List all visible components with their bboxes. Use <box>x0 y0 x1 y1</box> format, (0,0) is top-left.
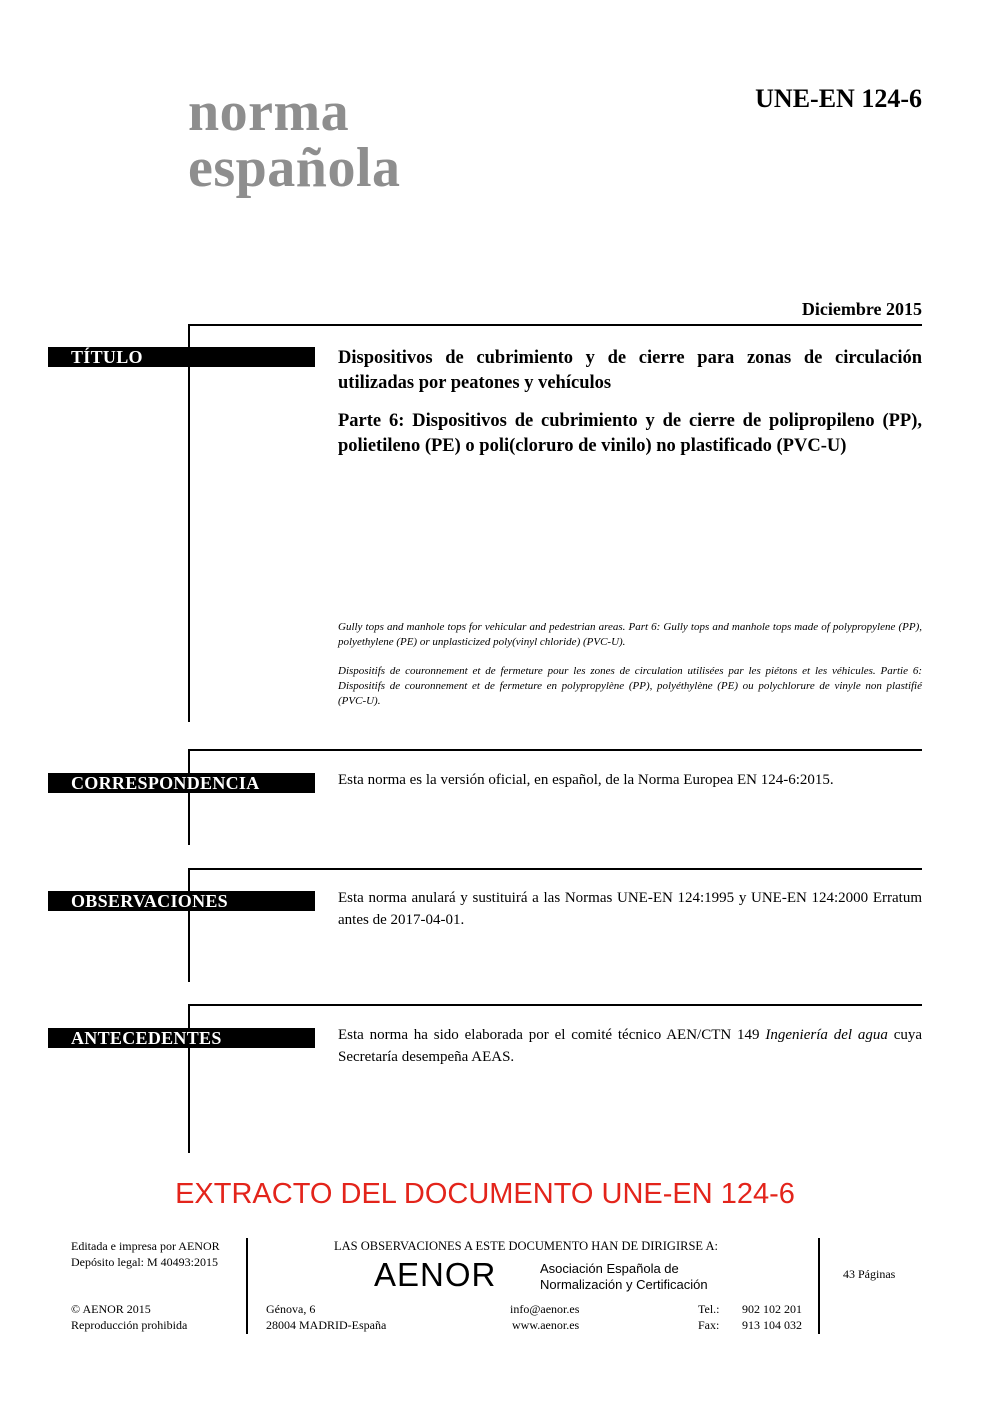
section-vertical-rule <box>188 749 190 845</box>
brand-line-2: española <box>188 137 401 199</box>
translated-titles <box>338 620 922 723</box>
antecedentes-text-start: Esta norma ha sido elaborada por el comité técnico AEN/CTN 149 <box>338 1027 766 1043</box>
legal-deposit: Depósito legal: M 40493:2015 <box>71 1255 218 1269</box>
correspondencia-text: Esta norma es la versión oficial, en español, de la Norma Europea EN 124-6:2015. <box>338 772 834 788</box>
tel-label: Tel.: <box>698 1302 720 1316</box>
publication-date: Diciembre 2015 <box>801 299 922 319</box>
address-street: Génova, 6 <box>266 1302 316 1316</box>
section-divider <box>188 1004 922 1006</box>
observaciones-text: Esta norma anulará y sustituirá a las Normas UNE-EN 124:1995 y UNE-EN 124:2000 Erratum antes de 2017-04-01. <box>338 890 922 928</box>
section-divider <box>188 324 922 326</box>
address-city: 28004 MADRID-España <box>266 1318 387 1332</box>
observations-header: LAS OBSERVACIONES A ESTE DOCUMENTO HAN DE DIRIGIRSE A: <box>334 1239 718 1253</box>
fax-number: 913 104 032 <box>742 1318 802 1332</box>
label-observaciones: OBSERVACIONES <box>48 891 315 911</box>
organization-line-2: Normalización y Certificación <box>540 1277 708 1292</box>
footer-divider <box>246 1238 248 1334</box>
reproduction-notice: Reproducción prohibida <box>71 1318 188 1332</box>
organization-name <box>540 1261 708 1293</box>
standard-code: UNE-EN 124-6 <box>755 84 922 113</box>
footer-copyright <box>71 1301 187 1333</box>
aenor-logo: AENOR <box>374 1256 497 1293</box>
footer-divider <box>818 1238 820 1334</box>
title-english: Gully tops and manhole tops for vehicular and pedestrian areas. Part 6: Gully tops and manhole tops made of polypropylene (PP), polyethylene (PE) or unplasticized poly(vinyl chloride) (PVC-U). <box>338 621 922 648</box>
extract-notice: EXTRACTO DEL DOCUMENTO UNE-EN 124-6 <box>175 1178 795 1210</box>
website-link[interactable]: www.aenor.es <box>512 1318 580 1332</box>
email-link[interactable]: info@aenor.es <box>510 1302 580 1316</box>
committee-name: Ingeniería del agua <box>765 1027 888 1043</box>
section-vertical-rule <box>188 324 190 722</box>
organization-line-1: Asociación Española de <box>540 1261 679 1276</box>
antecedentes-text <box>338 1024 922 1068</box>
title-block <box>338 346 922 472</box>
label-titulo: TÍTULO <box>48 347 315 367</box>
brand-line-1: norma <box>188 81 350 143</box>
contact-online <box>510 1301 579 1333</box>
label-correspondencia: CORRESPONDENCIA <box>48 773 315 793</box>
section-divider <box>188 868 922 870</box>
edited-by: Editada e impresa por AENOR <box>71 1239 220 1253</box>
tel-number: 902 102 201 <box>742 1302 802 1316</box>
tel-row <box>698 1301 802 1317</box>
label-antecedentes: ANTECEDENTES <box>48 1028 315 1048</box>
fax-row <box>698 1317 802 1333</box>
fax-label: Fax: <box>698 1318 720 1332</box>
page-count: 43 Páginas <box>843 1267 896 1281</box>
title-french: Dispositifs de couronnement et de fermeture pour les zones de circulation utilisées par les piétons et les véhicules. Partie 6: Dispositifs de couronnement et de fermeture en polypropylène (PP), polyéthylène (PE) ou polychlorure de vinyle non plastifié (PVC-U). <box>338 665 922 707</box>
section-vertical-rule <box>188 868 190 982</box>
title-part: Parte 6: Dispositivos de cubrimiento y de cierre de polipropileno (PP), polietileno (PE) o poli(cloruro de vinilo) no plastificado (PVC-U) <box>338 411 922 456</box>
contact-phone <box>698 1301 802 1333</box>
section-divider <box>188 749 922 751</box>
brand-title <box>188 81 401 199</box>
copyright: © AENOR 2015 <box>71 1302 151 1316</box>
title-main: Dispositivos de cubrimiento y de cierre para zonas de circulación utilizadas por peatones y vehículos <box>338 348 922 393</box>
address <box>266 1301 386 1333</box>
footer-edition <box>71 1238 220 1270</box>
section-vertical-rule <box>188 1004 190 1153</box>
antecedentes-text-end: cuya Secretaría desempeña AEAS. <box>338 1027 923 1065</box>
